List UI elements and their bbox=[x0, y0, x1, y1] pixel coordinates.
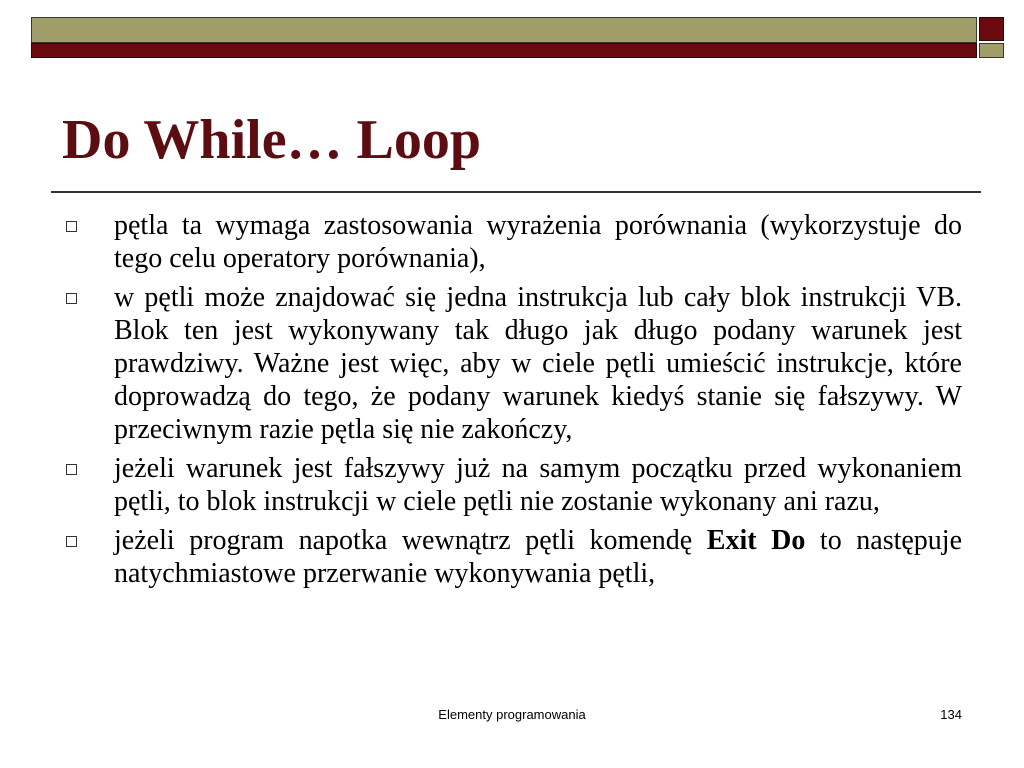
header-olive-bar bbox=[31, 17, 977, 43]
footer-title: Elementy programowania bbox=[438, 707, 586, 722]
hollow-square-icon bbox=[66, 464, 77, 475]
bullet-text: pętla ta wymaga zastosowania wyrażenia porównania (wykorzystuje do tego celu operatory porównania), bbox=[114, 210, 962, 274]
hollow-square-icon bbox=[66, 221, 77, 232]
title-divider bbox=[51, 191, 981, 193]
bullet-item bbox=[62, 524, 962, 590]
page-number: 134 bbox=[940, 707, 962, 722]
header-maroon-square bbox=[979, 17, 1004, 41]
bullet-text-after: to następuje natychmiastowe przerwanie wykonywania pętli, bbox=[114, 525, 963, 589]
hollow-square-icon bbox=[66, 293, 77, 304]
hollow-square-icon bbox=[66, 536, 77, 547]
bullet-item bbox=[62, 452, 962, 518]
header-maroon-bar bbox=[31, 43, 977, 58]
header-olive-square bbox=[979, 43, 1004, 58]
slide-title: Do While… Loop bbox=[62, 109, 482, 171]
exit-do-keyword: Exit Do bbox=[706, 525, 806, 556]
bullet-list bbox=[62, 209, 962, 596]
bullet-text-before: jeżeli program napotka wewnątrz pętli komendę bbox=[114, 525, 707, 556]
bullet-item bbox=[62, 209, 962, 275]
bullet-item bbox=[62, 281, 962, 446]
bullet-text: jeżeli warunek jest fałszywy już na samym początku przed wykonaniem pętli, to blok instrukcji w ciele pętli nie zostanie wykonany ani razu, bbox=[114, 453, 962, 517]
bullet-text: w pętli może znajdować się jedna instrukcja lub cały blok instrukcji VB. Blok ten jest wykonywany tak długo jak długo podany warunek jest prawdziwy. Ważne jest więc, aby w ciele pętli umieścić instrukcje, które doprowadzą do tego, że podany warunek kiedyś stanie się fałszywy. W przeciwnym razie pętla się nie zakończy, bbox=[114, 282, 962, 445]
